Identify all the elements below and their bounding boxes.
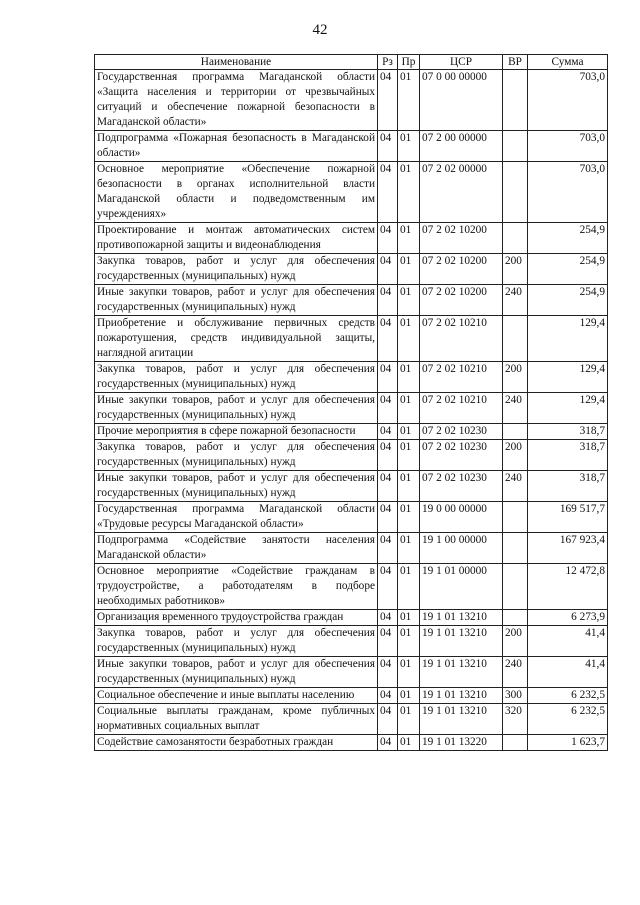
table-row xyxy=(95,162,608,223)
row-csr: 07 2 02 10230 xyxy=(420,440,503,471)
row-sum: 703,0 xyxy=(528,70,608,131)
row-rz: 04 xyxy=(378,162,398,223)
row-sum: 167 923,4 xyxy=(528,533,608,564)
row-vr xyxy=(503,316,528,362)
page-number: 42 xyxy=(312,22,328,38)
row-csr: 07 2 02 00000 xyxy=(420,162,503,223)
row-name: Закупка товаров, работ и услуг для обеспечения государственных (муниципальных) нужд xyxy=(95,440,378,471)
row-pr: 01 xyxy=(398,162,420,223)
table-row xyxy=(95,70,608,131)
row-sum: 254,9 xyxy=(528,223,608,254)
row-name: Подпрограмма «Пожарная безопасность в Магаданской области» xyxy=(95,131,378,162)
row-name: Иные закупки товаров, работ и услуг для обеспечения государственных (муниципальных) нужд xyxy=(95,657,378,688)
budget-table xyxy=(94,54,608,751)
row-csr: 19 1 01 13210 xyxy=(420,626,503,657)
row-vr xyxy=(503,533,528,564)
row-vr: 240 xyxy=(503,393,528,424)
row-name: Социальное обеспечение и иные выплаты населению xyxy=(95,688,378,704)
row-vr xyxy=(503,131,528,162)
table-row xyxy=(95,610,608,626)
row-rz: 04 xyxy=(378,626,398,657)
column-header-name: Наименование xyxy=(95,55,378,70)
row-rz: 04 xyxy=(378,131,398,162)
row-vr xyxy=(503,70,528,131)
row-name: Социальные выплаты гражданам, кроме публичных нормативных социальных выплат xyxy=(95,704,378,735)
row-sum: 318,7 xyxy=(528,440,608,471)
row-sum: 254,9 xyxy=(528,254,608,285)
row-rz: 04 xyxy=(378,502,398,533)
row-sum: 129,4 xyxy=(528,362,608,393)
row-sum: 318,7 xyxy=(528,424,608,440)
row-csr: 07 2 02 10230 xyxy=(420,424,503,440)
row-csr: 19 1 00 00000 xyxy=(420,533,503,564)
row-rz: 04 xyxy=(378,362,398,393)
row-vr xyxy=(503,502,528,533)
table-row xyxy=(95,626,608,657)
column-header-sum: Сумма xyxy=(528,55,608,70)
row-vr: 200 xyxy=(503,440,528,471)
table-row xyxy=(95,362,608,393)
row-name: Закупка товаров, работ и услуг для обеспечения государственных (муниципальных) нужд xyxy=(95,362,378,393)
row-vr: 240 xyxy=(503,657,528,688)
table-row xyxy=(95,393,608,424)
row-name: Иные закупки товаров, работ и услуг для обеспечения государственных (муниципальных) нужд xyxy=(95,393,378,424)
row-rz: 04 xyxy=(378,393,398,424)
row-name: Организация временного трудоустройства граждан xyxy=(95,610,378,626)
row-sum: 129,4 xyxy=(528,393,608,424)
row-csr: 19 0 00 00000 xyxy=(420,502,503,533)
row-csr: 07 2 02 10200 xyxy=(420,285,503,316)
table-row xyxy=(95,502,608,533)
header-row xyxy=(95,55,608,70)
column-header-rz: Рз xyxy=(378,55,398,70)
row-csr: 07 2 00 00000 xyxy=(420,131,503,162)
row-csr: 19 1 01 13220 xyxy=(420,735,503,751)
row-vr xyxy=(503,424,528,440)
row-csr: 07 2 02 10200 xyxy=(420,223,503,254)
row-rz: 04 xyxy=(378,70,398,131)
row-rz: 04 xyxy=(378,657,398,688)
table-row xyxy=(95,223,608,254)
row-sum: 169 517,7 xyxy=(528,502,608,533)
table-row xyxy=(95,704,608,735)
table-row xyxy=(95,657,608,688)
table-row xyxy=(95,735,608,751)
row-rz: 04 xyxy=(378,471,398,502)
row-csr: 07 2 02 10210 xyxy=(420,393,503,424)
row-sum: 6 273,9 xyxy=(528,610,608,626)
row-vr: 200 xyxy=(503,626,528,657)
row-pr: 01 xyxy=(398,471,420,502)
row-pr: 01 xyxy=(398,254,420,285)
table-row xyxy=(95,254,608,285)
row-name: Проектирование и монтаж автоматических систем противопожарной защиты и видеонаблюдения xyxy=(95,223,378,254)
row-pr: 01 xyxy=(398,316,420,362)
row-csr: 07 2 02 10230 xyxy=(420,471,503,502)
table-row xyxy=(95,564,608,610)
row-rz: 04 xyxy=(378,285,398,316)
row-vr xyxy=(503,162,528,223)
row-pr: 01 xyxy=(398,362,420,393)
row-csr: 07 2 02 10200 xyxy=(420,254,503,285)
row-csr: 07 0 00 00000 xyxy=(420,70,503,131)
row-vr xyxy=(503,564,528,610)
row-sum: 254,9 xyxy=(528,285,608,316)
row-rz: 04 xyxy=(378,704,398,735)
row-pr: 01 xyxy=(398,704,420,735)
row-vr: 240 xyxy=(503,285,528,316)
row-name: Содействие самозанятости безработных граждан xyxy=(95,735,378,751)
row-pr: 01 xyxy=(398,688,420,704)
row-csr: 07 2 02 10210 xyxy=(420,362,503,393)
row-csr: 19 1 01 00000 xyxy=(420,564,503,610)
row-rz: 04 xyxy=(378,316,398,362)
row-name: Иные закупки товаров, работ и услуг для обеспечения государственных (муниципальных) нужд xyxy=(95,285,378,316)
row-pr: 01 xyxy=(398,564,420,610)
row-vr: 300 xyxy=(503,688,528,704)
row-name: Прочие мероприятия в сфере пожарной безопасности xyxy=(95,424,378,440)
row-name: Приобретение и обслуживание первичных средств пожаротушения, средств индивидуальной защиты, наглядной агитации xyxy=(95,316,378,362)
table-row xyxy=(95,316,608,362)
row-pr: 01 xyxy=(398,440,420,471)
row-rz: 04 xyxy=(378,533,398,564)
row-sum: 318,7 xyxy=(528,471,608,502)
row-vr: 200 xyxy=(503,362,528,393)
row-sum: 6 232,5 xyxy=(528,688,608,704)
row-sum: 41,4 xyxy=(528,626,608,657)
row-pr: 01 xyxy=(398,533,420,564)
row-csr: 19 1 01 13210 xyxy=(420,688,503,704)
column-header-vr: ВР xyxy=(503,55,528,70)
row-pr: 01 xyxy=(398,735,420,751)
table-row xyxy=(95,471,608,502)
row-vr xyxy=(503,223,528,254)
table-row xyxy=(95,285,608,316)
row-name: Закупка товаров, работ и услуг для обеспечения государственных (муниципальных) нужд xyxy=(95,626,378,657)
row-pr: 01 xyxy=(398,424,420,440)
row-vr xyxy=(503,735,528,751)
row-rz: 04 xyxy=(378,564,398,610)
row-pr: 01 xyxy=(398,502,420,533)
row-rz: 04 xyxy=(378,610,398,626)
table-row xyxy=(95,424,608,440)
row-name: Закупка товаров, работ и услуг для обеспечения государственных (муниципальных) нужд xyxy=(95,254,378,285)
row-rz: 04 xyxy=(378,223,398,254)
row-sum: 12 472,8 xyxy=(528,564,608,610)
row-pr: 01 xyxy=(398,131,420,162)
table-row xyxy=(95,533,608,564)
row-sum: 6 232,5 xyxy=(528,704,608,735)
row-pr: 01 xyxy=(398,285,420,316)
row-name: Государственная программа Магаданской области «Трудовые ресурсы Магаданской области» xyxy=(95,502,378,533)
row-csr: 19 1 01 13210 xyxy=(420,610,503,626)
row-vr xyxy=(503,610,528,626)
table-row xyxy=(95,688,608,704)
row-vr: 240 xyxy=(503,471,528,502)
row-csr: 07 2 02 10210 xyxy=(420,316,503,362)
row-sum: 703,0 xyxy=(528,162,608,223)
column-header-csr: ЦСР xyxy=(420,55,503,70)
column-header-pr: Пр xyxy=(398,55,420,70)
row-name: Государственная программа Магаданской области «Защита населения и территории от чрезвычайных ситуаций и обеспечение пожарной безопасности в Магаданской области» xyxy=(95,70,378,131)
row-name: Подпрограмма «Содействие занятости населения Магаданской области» xyxy=(95,533,378,564)
row-pr: 01 xyxy=(398,70,420,131)
row-pr: 01 xyxy=(398,626,420,657)
row-csr: 19 1 01 13210 xyxy=(420,657,503,688)
row-sum: 129,4 xyxy=(528,316,608,362)
row-vr: 320 xyxy=(503,704,528,735)
row-rz: 04 xyxy=(378,735,398,751)
row-name: Иные закупки товаров, работ и услуг для обеспечения государственных (муниципальных) нужд xyxy=(95,471,378,502)
row-name: Основное мероприятие «Обеспечение пожарной безопасности в органах исполнительной власти Магаданской области и подведомственным им учреждениях» xyxy=(95,162,378,223)
row-pr: 01 xyxy=(398,610,420,626)
row-pr: 01 xyxy=(398,223,420,254)
row-pr: 01 xyxy=(398,657,420,688)
row-rz: 04 xyxy=(378,440,398,471)
row-sum: 1 623,7 xyxy=(528,735,608,751)
row-sum: 41,4 xyxy=(528,657,608,688)
row-vr: 200 xyxy=(503,254,528,285)
row-sum: 703,0 xyxy=(528,131,608,162)
table-row xyxy=(95,440,608,471)
row-csr: 19 1 01 13210 xyxy=(420,704,503,735)
row-rz: 04 xyxy=(378,688,398,704)
row-rz: 04 xyxy=(378,254,398,285)
row-pr: 01 xyxy=(398,393,420,424)
row-name: Основное мероприятие «Содействие гражданам в трудоустройстве, а работодателям в подборе необходимых работников» xyxy=(95,564,378,610)
table-row xyxy=(95,131,608,162)
row-rz: 04 xyxy=(378,424,398,440)
